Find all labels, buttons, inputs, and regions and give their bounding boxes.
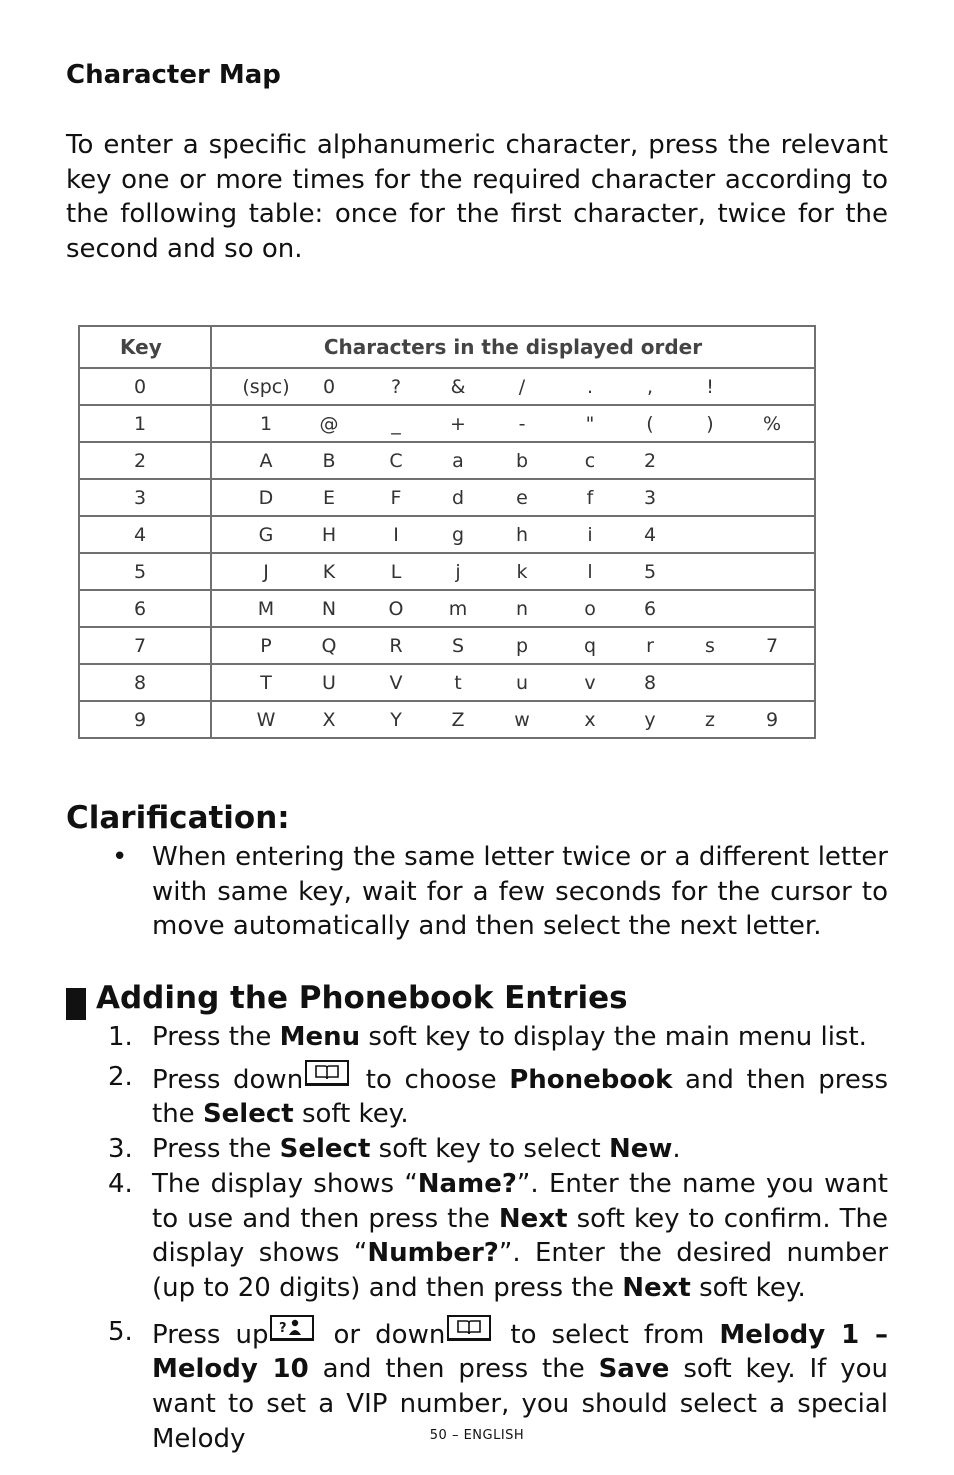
phonebook-book-icon <box>305 1060 349 1086</box>
character: Q <box>321 634 337 657</box>
character-map-table <box>78 325 816 739</box>
header-key: Key <box>79 326 211 368</box>
table-row <box>79 627 815 664</box>
character: - <box>518 412 526 435</box>
character: ! <box>706 375 714 398</box>
character: t <box>454 671 462 694</box>
table-row <box>79 368 815 405</box>
table-row <box>79 701 815 738</box>
heading-adding-phonebook: Adding the Phonebook Entries <box>96 980 628 1016</box>
list-item <box>0 1020 954 1055</box>
character: S <box>451 634 465 657</box>
step-text: The display shows “Name?”. Enter the name you want to use and then press the Next soft key to confirm. The display shows “Number?”. Enter the desired number (up to 20 digits) and then press the Next soft key. <box>152 1168 889 1303</box>
character: l <box>587 560 593 583</box>
heading-character-map: Character Map <box>66 60 281 90</box>
character: V <box>389 671 403 694</box>
step-number: 1. <box>108 1022 133 1052</box>
character: N <box>321 597 337 620</box>
step-text: Press the Select soft key to select New. <box>152 1134 681 1165</box>
step-number: 2. <box>108 1061 133 1092</box>
character: 4 <box>643 523 657 546</box>
character: W <box>256 708 276 731</box>
character: 8 <box>643 671 657 694</box>
character: 5 <box>643 560 657 583</box>
characters-cell <box>211 479 815 516</box>
svg-text:?: ? <box>279 1321 288 1337</box>
character: H <box>321 523 337 546</box>
character: 6 <box>643 597 657 620</box>
character: . <box>586 375 594 398</box>
table-header-row <box>79 326 815 368</box>
character: y <box>644 708 656 731</box>
characters-cell <box>211 553 815 590</box>
character: T <box>260 671 272 694</box>
character: c <box>584 449 596 472</box>
character: X <box>322 708 336 731</box>
character: @ <box>319 412 339 435</box>
character: q <box>583 634 597 657</box>
character: K <box>322 560 336 583</box>
character: % <box>762 412 782 435</box>
character: Y <box>390 708 402 731</box>
characters-cell <box>211 442 815 479</box>
step-text: Press the Menu soft key to display the main menu list. <box>152 1022 867 1052</box>
table-row <box>79 664 815 701</box>
key-cell: 8 <box>79 664 211 701</box>
character: p <box>515 634 529 657</box>
phonebook-book-icon <box>447 1315 491 1341</box>
heading-clarification: Clarification: <box>66 800 290 836</box>
table-row <box>79 553 815 590</box>
page-footer: 50 – ENGLISH <box>429 1428 525 1443</box>
character: D <box>258 486 274 509</box>
character: o <box>584 597 596 620</box>
key-cell: 4 <box>79 516 211 553</box>
steps-list <box>0 1020 954 1456</box>
section-marker <box>66 988 86 1020</box>
character: Z <box>451 708 465 731</box>
character: B <box>322 449 336 472</box>
character: ? <box>390 375 402 398</box>
list-item <box>0 1167 954 1306</box>
characters-cell <box>211 627 815 664</box>
character: U <box>322 671 336 694</box>
character: g <box>451 523 465 546</box>
table-row <box>79 479 815 516</box>
character: j <box>455 560 461 583</box>
character: v <box>584 671 596 694</box>
character: 9 <box>765 708 779 731</box>
table-row <box>79 405 815 442</box>
character: k <box>516 560 528 583</box>
header-characters: Characters in the displayed order <box>211 326 815 368</box>
list-item <box>0 1132 954 1167</box>
character: s <box>705 634 715 657</box>
character: i <box>587 523 593 546</box>
key-cell: 6 <box>79 590 211 627</box>
characters-cell <box>211 590 815 627</box>
character: " <box>585 412 595 435</box>
character: / <box>518 375 526 398</box>
key-cell: 7 <box>79 627 211 664</box>
table-row <box>79 442 815 479</box>
character: + <box>450 412 466 435</box>
characters-cell <box>211 516 815 553</box>
character: ) <box>706 412 714 435</box>
key-cell: 1 <box>79 405 211 442</box>
list-item <box>0 1060 954 1132</box>
step-number: 5. <box>108 1316 133 1347</box>
character: , <box>646 375 654 398</box>
character: w <box>514 708 530 731</box>
character: M <box>257 597 275 620</box>
character: G <box>258 523 274 546</box>
bullet-dot: • <box>112 842 128 872</box>
character: b <box>515 449 529 472</box>
character: J <box>263 560 269 583</box>
character: ( <box>646 412 654 435</box>
table-row <box>79 516 815 553</box>
key-cell: 2 <box>79 442 211 479</box>
character: _ <box>391 412 401 435</box>
characters-cell <box>211 405 815 442</box>
key-cell: 0 <box>79 368 211 405</box>
key-cell: 9 <box>79 701 211 738</box>
character: O <box>388 597 404 620</box>
character: 2 <box>643 449 657 472</box>
table-body <box>79 368 815 738</box>
character: (spc) <box>242 375 290 398</box>
character: 0 <box>322 375 336 398</box>
character: d <box>451 486 465 509</box>
character: f <box>586 486 594 509</box>
character: A <box>259 449 273 472</box>
character: x <box>584 708 596 731</box>
contacts-person-icon <box>270 1315 314 1341</box>
character: r <box>646 634 654 657</box>
character: 1 <box>259 412 273 435</box>
character: C <box>389 449 403 472</box>
clarification-bullet: When entering the same letter twice or a different letter with same key, wait for a few seconds for the cursor to move automatically and then select the next letter. <box>152 842 888 942</box>
character: u <box>515 671 529 694</box>
character: & <box>450 375 466 398</box>
character: 3 <box>643 486 657 509</box>
character: a <box>452 449 464 472</box>
characters-cell <box>211 701 815 738</box>
character: E <box>322 486 336 509</box>
character: I <box>393 523 399 546</box>
step-text: Press up ? or down to select from Melody 1 – Melody 10 and then press the Save soft key. If you want to set a VIP number, you should select a special Melody <box>152 1315 888 1457</box>
step-text: Press down to choose Phonebook and then press the Select soft key. <box>152 1060 888 1132</box>
characters-cell <box>211 368 815 405</box>
character: e <box>516 486 528 509</box>
intro-paragraph: To enter a specific alphanumeric character, press the relevant key one or more times for the required character according to the following table: once for the first character, twice for the second and so on. <box>66 130 888 265</box>
characters-cell <box>211 664 815 701</box>
table-row <box>79 590 815 627</box>
character: h <box>515 523 529 546</box>
character: z <box>705 708 715 731</box>
character: L <box>390 560 402 583</box>
character: n <box>515 597 529 620</box>
character: R <box>389 634 403 657</box>
character: m <box>448 597 468 620</box>
step-number: 3. <box>108 1134 133 1165</box>
character: 7 <box>765 634 779 657</box>
key-cell: 5 <box>79 553 211 590</box>
step-number: 4. <box>108 1168 133 1199</box>
character: F <box>390 486 402 509</box>
key-cell: 3 <box>79 479 211 516</box>
character: P <box>260 634 272 657</box>
